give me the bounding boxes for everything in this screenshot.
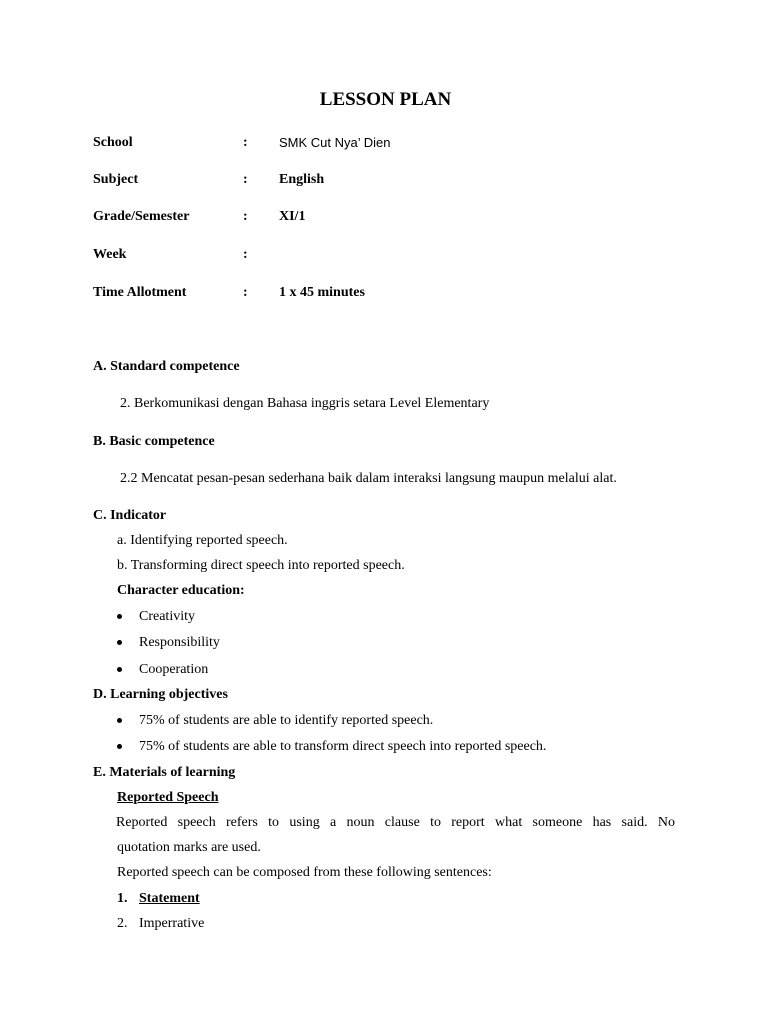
school-value: SMK Cut Nya’ Dien [279,135,391,150]
bullet-icon [117,667,122,672]
character-item-responsibility: Responsibility [139,635,220,650]
page-title: LESSON PLAN [319,89,452,110]
section-c-heading: C. Indicator [93,508,167,523]
grade-value: XI/1 [279,209,306,224]
list-number-1: 1. [117,891,128,906]
list-number-2: 2. [117,916,128,931]
school-colon: : [243,135,248,150]
objective-item-2: 75% of students are able to transform direct speech into reported speech. [139,739,547,754]
section-d-heading: D. Learning objectives [93,687,228,702]
section-a-heading: A. Standard competence [93,359,240,374]
section-b-heading: B. Basic competence [93,434,215,449]
subject-value: English [279,172,325,187]
indicator-item-b: b. Transforming direct speech into reported speech. [117,558,405,573]
character-education-heading: Character education: [117,583,245,598]
time-label: Time Allotment [93,285,187,300]
bullet-icon [117,718,122,723]
materials-paragraph-line1: Reported speech refers to using a noun clause to report what someone has said. No [116,815,675,830]
indicator-item-a: a. Identifying reported speech. [117,533,288,548]
school-label: School [93,135,133,150]
time-colon: : [243,285,248,300]
objective-item-1: 75% of students are able to identify reported speech. [139,713,434,728]
character-item-cooperation: Cooperation [139,662,209,677]
section-e-heading: E. Materials of learning [93,765,236,780]
reported-speech-subheading: Reported Speech [117,790,219,805]
time-value: 1 x 45 minutes [279,285,365,300]
bullet-icon [117,744,122,749]
character-item-creativity: Creativity [139,609,195,624]
grade-colon: : [243,209,248,224]
list-item-imperrative: Imperrative [139,916,205,931]
bullet-icon [117,640,122,645]
list-item-statement: Statement [139,891,200,906]
bullet-icon [117,614,122,619]
materials-paragraph-2: Reported speech can be composed from these following sentences: [117,865,492,880]
week-label: Week [93,247,127,262]
materials-paragraph-line2: quotation marks are used. [117,840,261,855]
week-colon: : [243,247,248,262]
section-b-item: 2.2 Mencatat pesan-pesan sederhana baik dalam interaksi langsung maupun melalui alat. [120,471,617,486]
grade-label: Grade/Semester [93,209,190,224]
subject-colon: : [243,172,248,187]
section-a-item: 2. Berkomunikasi dengan Bahasa inggris setara Level Elementary [120,396,490,411]
subject-label: Subject [93,172,139,187]
